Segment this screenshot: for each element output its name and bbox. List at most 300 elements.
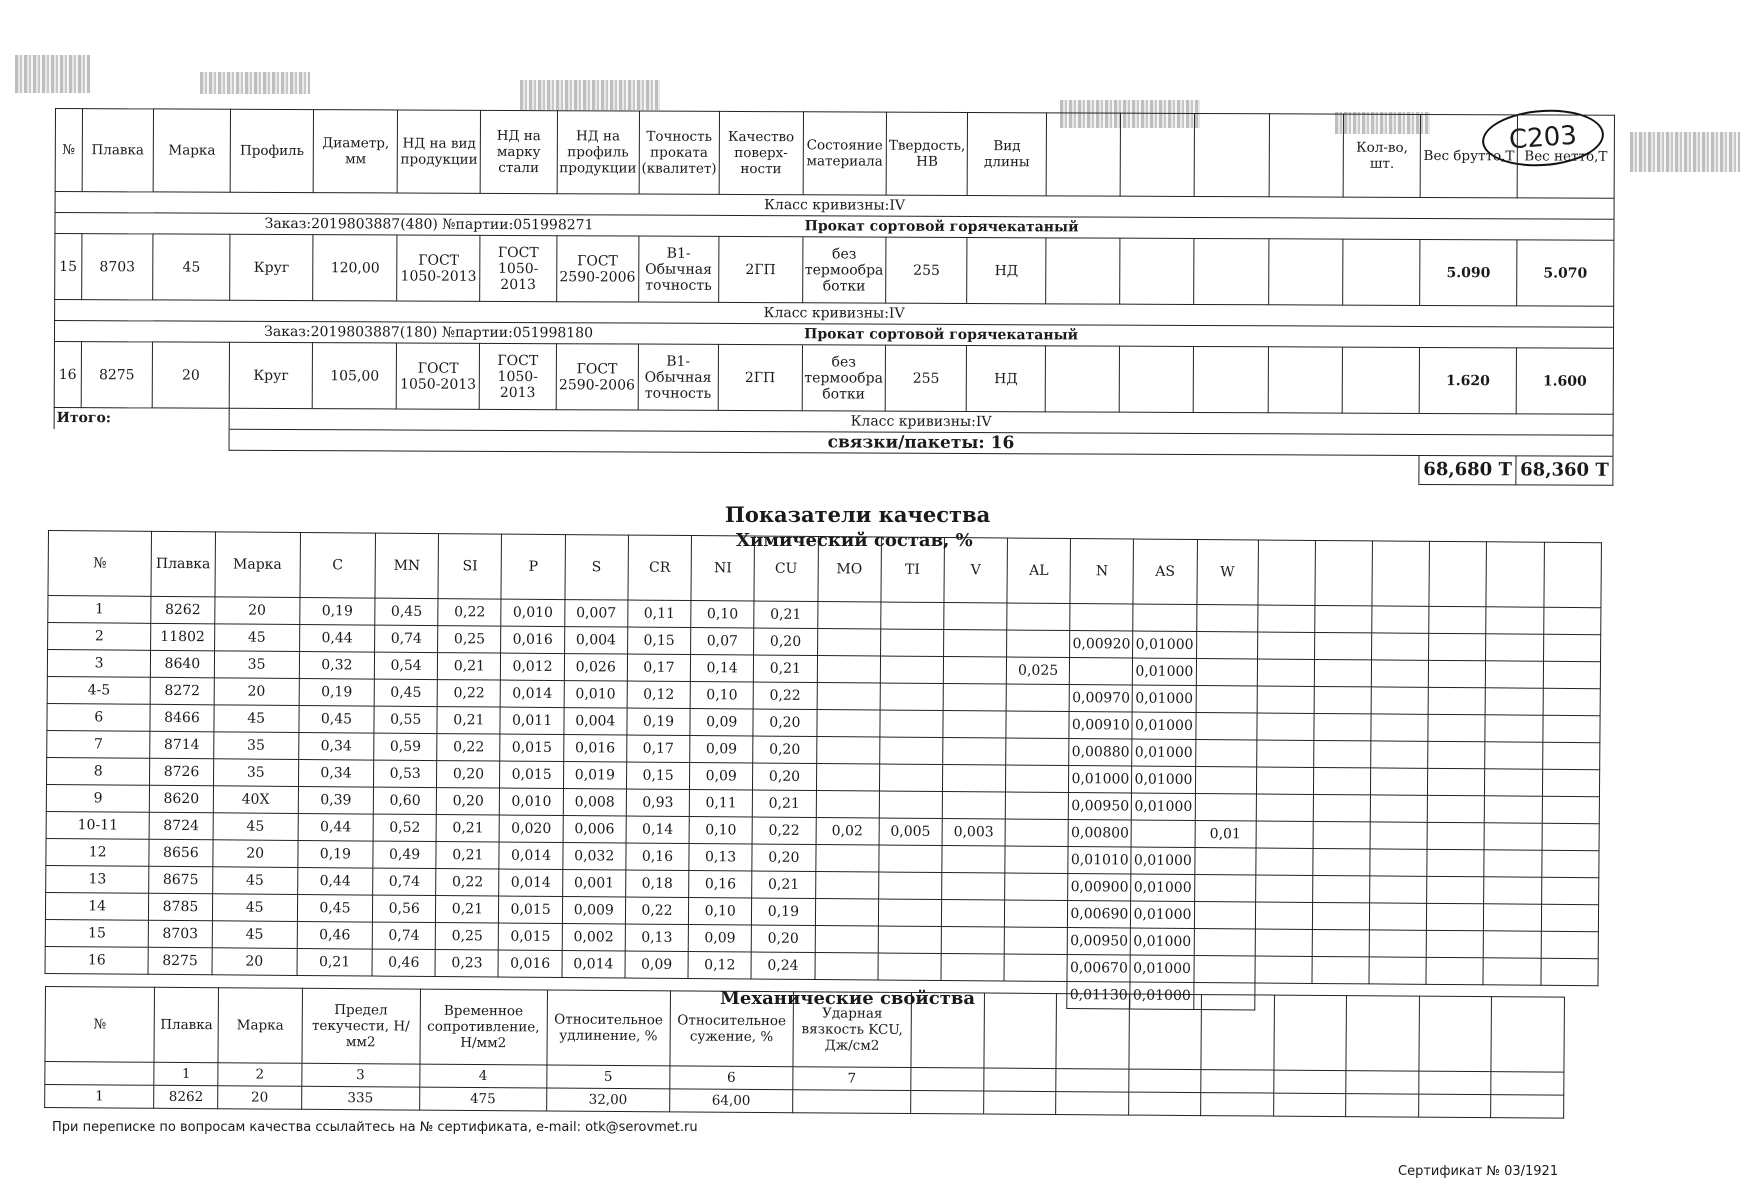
empty-cell (1541, 877, 1599, 904)
product-row (55, 234, 1614, 307)
empty-cell (54, 428, 229, 450)
empty-cell (1371, 741, 1428, 768)
chem-cell (1005, 900, 1068, 927)
empty-cell (1119, 346, 1194, 412)
empty-cell (1486, 688, 1543, 715)
chem-cell (878, 953, 941, 980)
empty-cell (1371, 768, 1428, 795)
bundles: связки/пакеты: 16 (229, 429, 1613, 456)
empty-cell (1429, 541, 1487, 606)
mech-title: Механические свойства (720, 988, 976, 1009)
chem-cell (816, 764, 879, 791)
header-cell (1120, 113, 1195, 196)
netto: 1.600 (1516, 348, 1613, 414)
chem-cell: 0,21 (436, 896, 499, 923)
header-cell: Качество поверх-ности (719, 111, 803, 194)
chem-cell: 0,74 (373, 868, 436, 895)
empty-cell (1258, 540, 1316, 605)
chem-cell: 0,02 (816, 818, 879, 845)
chem-cell: 15 (45, 919, 149, 947)
chem-cell: 20 (212, 840, 297, 868)
chem-cell (1006, 738, 1069, 765)
chem-cell: 8714 (150, 731, 213, 758)
chem-cell: 14 (45, 892, 149, 920)
empty-cell (1268, 347, 1343, 413)
chem-header-cell: V (944, 538, 1008, 603)
chem-cell: 0,11 (628, 600, 691, 627)
chem-cell: 35 (213, 759, 298, 787)
header-cell (1269, 114, 1344, 197)
empty-cell (1268, 239, 1343, 305)
empty-cell (1419, 1071, 1492, 1095)
chem-cell (944, 603, 1007, 630)
chem-cell: 0,014 (499, 842, 562, 869)
empty-cell (1314, 686, 1371, 713)
empty-cell (1257, 605, 1314, 632)
chem-cell: 0,45 (299, 705, 374, 733)
chem-cell (1005, 792, 1068, 819)
header-cell: Профиль (230, 109, 314, 192)
curvature-class: Класс кривизны:IV (55, 300, 1614, 328)
chem-cell: 0,19 (300, 597, 375, 625)
chem-cell: 9 (46, 784, 150, 812)
chem-cell: 0,12 (688, 952, 751, 979)
empty-cell (1313, 821, 1370, 848)
chem-cell: 0,44 (299, 624, 374, 652)
header-cell: Кол-во, шт. (1343, 114, 1420, 197)
curvature-class: Класс кривизны:IV (229, 408, 1613, 435)
empty-cell (1371, 660, 1428, 687)
chem-cell: 0,09 (688, 925, 751, 952)
chem-cell: 0,01000 (1069, 766, 1132, 793)
chem-cell: 0,74 (375, 625, 438, 652)
empty-cell (1315, 605, 1372, 632)
empty-cell (1313, 875, 1370, 902)
chem-cell: 0,14 (626, 816, 689, 843)
chem-cell (1070, 604, 1133, 631)
nd-profile: ГОСТ 2590-2006 (556, 236, 638, 302)
chem-cell (879, 791, 942, 818)
empty-cell (1257, 713, 1314, 740)
empty-cell (1045, 238, 1120, 304)
empty-cell (1255, 902, 1312, 929)
chem-cell: 0,52 (373, 814, 436, 841)
empty-cell (1543, 607, 1601, 634)
mech-header-cell: Предел текучести, Н/мм2 (302, 988, 421, 1064)
mech-header-row (45, 987, 1564, 1073)
chem-cell (879, 845, 942, 872)
empty-cell (1543, 688, 1601, 715)
row-no: 15 (55, 234, 82, 300)
hardness: 255 (885, 345, 967, 411)
header-cell: Марка (153, 109, 230, 192)
chem-cell (943, 738, 1006, 765)
empty-cell (1369, 957, 1426, 984)
product-type: Прокат сортовой горячекатаный (802, 324, 1613, 349)
empty-cell (911, 1091, 984, 1115)
empty-cell (1372, 541, 1430, 606)
chem-cell (880, 629, 943, 656)
chem-cell: 0,22 (752, 817, 815, 844)
empty-cell (1194, 346, 1269, 412)
empty-cell (1370, 795, 1427, 822)
empty-cell (1484, 904, 1541, 931)
empty-cell (1427, 903, 1484, 930)
mech-cell (45, 1062, 155, 1086)
empty-cell (1491, 1072, 1564, 1096)
empty-cell (1314, 713, 1371, 740)
mech-cell: 6 (670, 1066, 793, 1090)
chem-cell: 0,014 (501, 680, 564, 707)
header-cell: Вид длины (968, 112, 1047, 195)
chem-header-cell: TI (881, 537, 945, 602)
empty-cell (1543, 634, 1601, 661)
chem-cell: 0,46 (297, 921, 372, 949)
empty-cell (1255, 929, 1312, 956)
chem-cell (943, 630, 1006, 657)
chem-cell (817, 683, 880, 710)
product-row (54, 341, 1613, 414)
mech-cell: 1 (45, 1085, 155, 1109)
chem-cell: 0,34 (299, 732, 374, 760)
empty-cell (1343, 239, 1420, 305)
empty-cell (1370, 903, 1427, 930)
chem-cell: 0,45 (375, 598, 438, 625)
chem-cell: 8262 (151, 596, 214, 623)
marka: 45 (153, 234, 230, 300)
empty-cell (1273, 1093, 1346, 1117)
chem-cell: 0,19 (627, 708, 690, 735)
chem-cell: 0,22 (753, 682, 816, 709)
empty-cell (1255, 875, 1312, 902)
accuracy: В1-Обычная точность (638, 344, 718, 410)
empty-cell (1542, 823, 1600, 850)
chem-cell: 0,20 (752, 844, 815, 871)
empty-cell (1273, 1070, 1346, 1094)
empty-cell (1485, 823, 1542, 850)
chem-cell: 0,01010 (1068, 847, 1131, 874)
chem-cell: 0,22 (436, 869, 499, 896)
chem-cell: 8726 (150, 758, 213, 785)
chem-cell: 0,01130 (1067, 982, 1130, 1009)
empty-cell (1485, 769, 1542, 796)
chem-cell (1196, 686, 1257, 713)
chem-cell: 0,10 (689, 898, 752, 925)
empty-cell (1129, 994, 1202, 1070)
plavka: 8703 (81, 234, 153, 300)
empty-cell (1128, 1069, 1201, 1093)
empty-cell (1370, 876, 1427, 903)
empty-cell (1369, 930, 1426, 957)
chem-cell: 0,21 (752, 871, 815, 898)
chem-cell: 0,20 (754, 628, 817, 655)
chem-header-cell: Плавка (151, 531, 215, 596)
empty-cell (1312, 902, 1369, 929)
chem-cell: 0,005 (879, 818, 942, 845)
netto: 5.070 (1517, 240, 1614, 306)
footer-note: При переписке по вопросам качества ссылайтесь на № сертификата, e-mail: otk@serovmet.ru (52, 1120, 698, 1135)
scan-noise (200, 72, 310, 94)
empty-cell (1428, 795, 1485, 822)
chem-cell: 0,001 (562, 870, 625, 897)
header-cell: Плавка (82, 109, 154, 192)
chem-cell: 20 (214, 597, 299, 625)
empty-cell (1427, 849, 1484, 876)
empty-cell (1484, 850, 1541, 877)
chem-cell: 0,016 (563, 735, 626, 762)
header-cell: НД на вид продукции (397, 110, 480, 193)
chem-cell: 0,19 (752, 898, 815, 925)
empty-cell (1314, 659, 1371, 686)
product-type: Прокат сортовой горячекатаный (803, 216, 1614, 241)
chem-cell (816, 791, 879, 818)
empty-cell (1429, 633, 1486, 660)
empty-cell (1544, 542, 1602, 607)
curvature-class: Класс кривизны:IV (55, 192, 1614, 220)
chem-cell: 0,010 (500, 788, 563, 815)
empty-cell (1427, 876, 1484, 903)
chem-cell: 35 (213, 732, 298, 760)
chem-cell: 3 (47, 650, 151, 678)
chem-cell: 0,006 (563, 816, 626, 843)
chem-cell: 0,00950 (1069, 793, 1132, 820)
chem-cell: 0,21 (753, 790, 816, 817)
chem-cell: 0,015 (499, 896, 562, 923)
chem-cell: 0,21 (437, 707, 500, 734)
chem-cell: 0,01000 (1133, 658, 1196, 685)
chem-cell: 0,49 (373, 841, 436, 868)
chem-cell: 0,00800 (1068, 820, 1131, 847)
mech-cell: 20 (218, 1086, 302, 1110)
chem-cell: 4-5 (47, 676, 151, 704)
mech-header-cell: № (45, 987, 155, 1063)
mech-header-cell: Ударная вязкость KCU, Дж/см2 (793, 992, 912, 1068)
chem-cell: 0,93 (626, 789, 689, 816)
chem-cell (1131, 820, 1194, 847)
chem-cell: 45 (212, 921, 297, 949)
chem-cell: 0,00910 (1069, 712, 1132, 739)
empty-cell (1274, 995, 1347, 1071)
chem-cell (1006, 684, 1069, 711)
empty-cell (1486, 607, 1543, 634)
product-header-row (55, 109, 1614, 199)
mech-cell: 5 (547, 1065, 670, 1089)
mech-cell: 64,00 (669, 1089, 792, 1113)
profile: Круг (230, 234, 314, 300)
mech-cell: 335 (301, 1086, 419, 1110)
empty-cell (1370, 822, 1427, 849)
chem-cell: 0,20 (752, 925, 815, 952)
nd-profile: ГОСТ 2590-2006 (556, 344, 638, 410)
chem-cell: 0,21 (297, 948, 372, 976)
chem-cell (1196, 632, 1257, 659)
chem-cell: 8785 (149, 893, 212, 920)
chem-cell: 0,003 (942, 819, 1005, 846)
chem-cell (943, 684, 1006, 711)
empty-cell (1428, 714, 1485, 741)
empty-cell (1371, 687, 1428, 714)
chem-cell: 40Х (213, 786, 298, 814)
chem-cell: 0,01000 (1131, 847, 1194, 874)
chem-cell: 0,21 (436, 842, 499, 869)
chem-header-cell: № (48, 531, 152, 597)
chem-cell (880, 602, 943, 629)
chem-header-cell: C (300, 532, 376, 598)
chem-cell (1006, 711, 1069, 738)
chem-cell (879, 737, 942, 764)
empty-cell (1486, 542, 1544, 607)
chem-cell: 0,18 (626, 870, 689, 897)
chem-cell (942, 873, 1005, 900)
chem-cell: 0,15 (627, 627, 690, 654)
chem-cell: 0,53 (374, 760, 437, 787)
empty-cell (1256, 767, 1313, 794)
chem-cell: 0,59 (374, 733, 437, 760)
empty-cell (1313, 794, 1370, 821)
chem-cell (880, 710, 943, 737)
nd-vid: ГОСТ 1050-2013 (397, 343, 480, 409)
chem-cell: 0,015 (499, 923, 562, 950)
chem-cell: 0,21 (438, 653, 501, 680)
chem-cell: 0,019 (563, 762, 626, 789)
chem-cell: 20 (212, 948, 297, 976)
empty-cell (1256, 821, 1313, 848)
state: без термообра ботки (802, 237, 886, 303)
chem-cell: 0,14 (690, 655, 753, 682)
chem-cell: 20 (214, 678, 299, 706)
empty-cell (1428, 768, 1485, 795)
empty-cell (1056, 994, 1129, 1070)
chem-cell (1006, 765, 1069, 792)
chem-cell: 0,23 (435, 950, 498, 977)
quality-title: Показатели качества (725, 502, 991, 527)
chem-cell: 7 (47, 730, 151, 758)
empty-cell (1256, 848, 1313, 875)
chem-header-cell: P (501, 534, 565, 599)
mech-cell: 4 (419, 1064, 546, 1088)
chem-cell (942, 792, 1005, 819)
chem-cell: 1 (48, 596, 152, 624)
chem-cell: 0,44 (297, 867, 372, 895)
chem-header-cell: Марка (215, 532, 301, 598)
chem-title: Химический состав, % (736, 530, 973, 551)
marka: 20 (152, 342, 229, 408)
mech-cell: 1 (154, 1062, 218, 1085)
handwritten-mark: С203 (1480, 106, 1606, 170)
empty-cell (1427, 822, 1484, 849)
chem-cell: 0,09 (690, 763, 753, 790)
chem-cell: 0,45 (374, 679, 437, 706)
empty-cell (1491, 1095, 1564, 1119)
chem-cell: 0,026 (564, 654, 627, 681)
chem-header-cell: CR (628, 535, 692, 600)
empty-cell (1372, 606, 1429, 633)
mech-header-cell: Временное сопротивление, Н/мм2 (420, 989, 548, 1065)
chem-cell (1194, 848, 1255, 875)
chem-cell (815, 926, 878, 953)
empty-cell (1346, 1094, 1419, 1118)
empty-cell (1201, 1070, 1274, 1094)
chem-cell (816, 710, 879, 737)
chem-cell (878, 899, 941, 926)
empty-cell (1255, 956, 1312, 983)
chem-cell (1005, 873, 1068, 900)
chem-header-cell: CU (754, 536, 818, 601)
empty-cell (1486, 634, 1543, 661)
chem-cell (943, 657, 1006, 684)
empty-cell (1257, 632, 1314, 659)
empty-cell (1201, 1093, 1274, 1117)
chem-cell: 0,01000 (1131, 928, 1194, 955)
chem-cell: 0,56 (373, 895, 436, 922)
chem-cell: 0,01000 (1131, 874, 1194, 901)
nd-marka: ГОСТ 1050-2013 (480, 235, 557, 301)
empty-cell (1257, 659, 1314, 686)
chem-cell (815, 899, 878, 926)
chem-cell: 10-11 (46, 811, 150, 839)
chem-cell (942, 765, 1005, 792)
empty-cell (1543, 715, 1601, 742)
chem-cell: 8703 (149, 920, 212, 947)
scan-noise (1630, 132, 1740, 172)
chem-cell: 45 (213, 705, 298, 733)
brutto: 5.090 (1420, 239, 1517, 305)
chem-cell: 0,25 (438, 626, 501, 653)
chem-cell (1005, 819, 1068, 846)
chem-header-row (48, 531, 1601, 608)
chemical-table (44, 530, 1602, 1013)
diameter: 120,00 (313, 235, 397, 301)
chem-cell: 0,00900 (1068, 874, 1131, 901)
empty-cell (1371, 714, 1428, 741)
chem-cell: 12 (46, 838, 150, 866)
chem-cell: 0,07 (691, 628, 754, 655)
chem-cell: 0,10 (691, 601, 754, 628)
chem-cell (1070, 658, 1133, 685)
empty-cell (911, 993, 984, 1069)
order-info: Заказ:2019803887(180) №партии:051998180 (54, 321, 802, 345)
empty-cell (1485, 742, 1542, 769)
empty-cell (1541, 958, 1599, 985)
chem-cell: 0,11 (689, 790, 752, 817)
chem-cell: 0,44 (298, 813, 373, 841)
chem-header-cell: AS (1133, 539, 1197, 604)
chem-cell (1004, 954, 1067, 981)
chem-cell: 8620 (150, 785, 213, 812)
empty-cell (1372, 633, 1429, 660)
scan-noise (15, 55, 90, 93)
chem-cell (1194, 956, 1255, 983)
empty-cell (1313, 848, 1370, 875)
chem-cell: 8275 (148, 947, 211, 974)
chem-cell (1007, 630, 1070, 657)
chem-cell (879, 764, 942, 791)
empty-cell (1045, 346, 1120, 412)
chem-cell: 0,22 (438, 599, 501, 626)
chem-header-cell: MO (817, 537, 881, 602)
empty-cell (1056, 1092, 1129, 1116)
header-cell (1195, 113, 1270, 196)
empty-cell (1128, 1092, 1201, 1116)
chem-cell (1194, 875, 1255, 902)
header-cell: Вес брутто,Т (1420, 114, 1517, 197)
empty-cell (1542, 796, 1600, 823)
empty-cell (1314, 740, 1371, 767)
empty-cell (983, 1068, 1056, 1092)
mech-header-cell: Марка (218, 988, 302, 1064)
chem-cell: 0,74 (372, 922, 435, 949)
chem-cell (1194, 929, 1255, 956)
